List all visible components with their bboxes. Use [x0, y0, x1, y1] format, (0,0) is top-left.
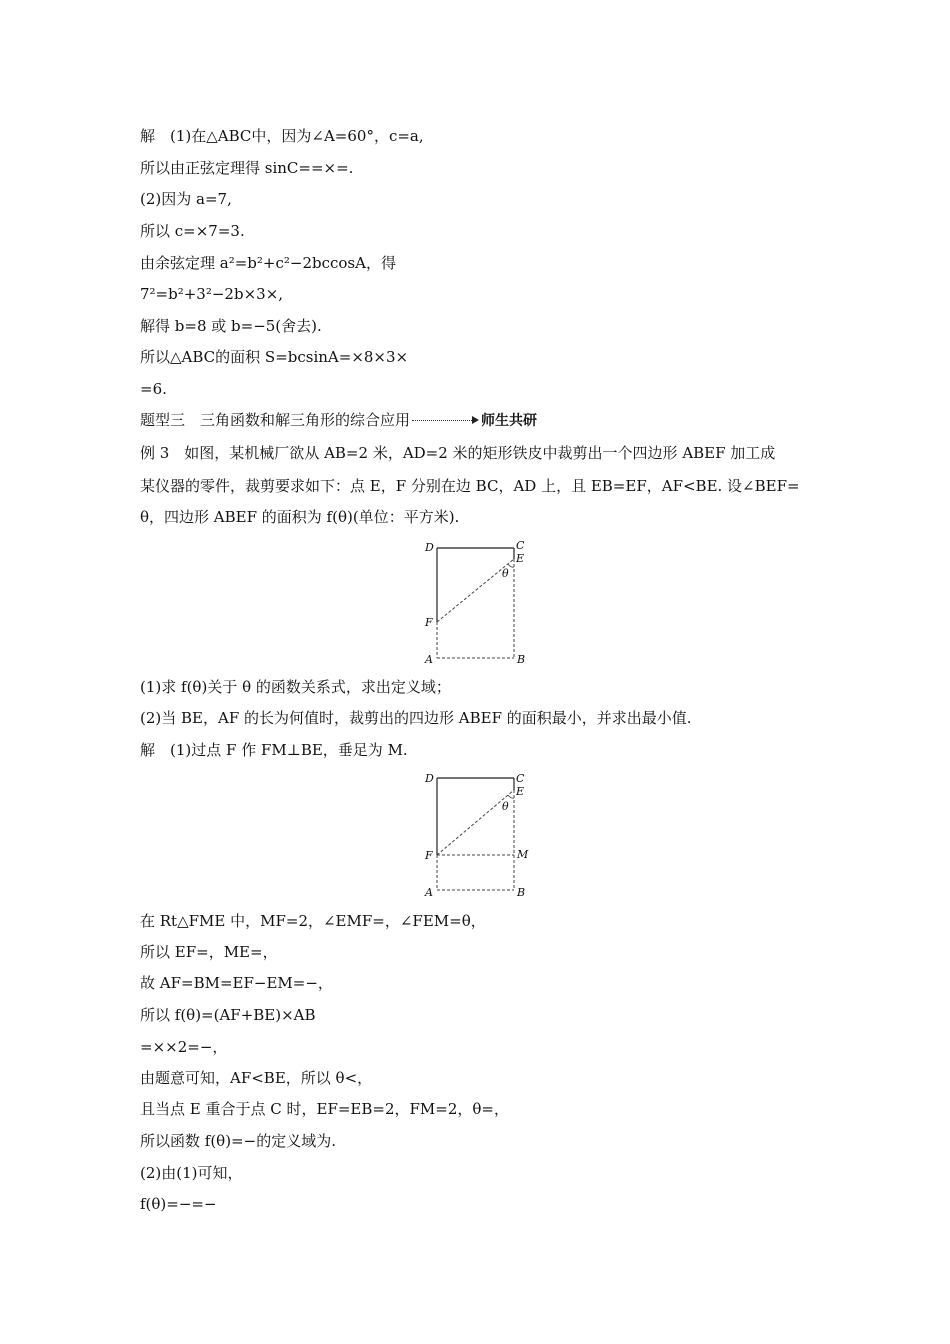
label-E: E	[516, 785, 525, 798]
label-theta: θ	[502, 800, 509, 813]
label-F: F	[425, 849, 433, 862]
label-A: A	[425, 886, 433, 899]
solution2-line-3: 故 AF=BM=EF−EM=−，	[140, 974, 333, 992]
figure-2	[418, 770, 533, 906]
question-2: (2)当 BE，AF 的长为何值时，裁剪出的四边形 ABEF 的面积最小，并求出最小值.	[140, 709, 692, 727]
solution1-line-8: 所以△ABC的面积 S=bcsinA=×8×3×	[140, 348, 409, 366]
label-theta: θ	[502, 567, 509, 580]
example-line-3: θ，四边形 ABEF 的面积为 f(θ)(单位：平方米).	[140, 508, 460, 526]
label-D: D	[425, 772, 434, 785]
solution1-line-7: 解得 b=8 或 b=−5(舍去).	[140, 317, 322, 335]
label-E: E	[516, 552, 525, 565]
label-M: M	[517, 848, 529, 861]
solution1-line-3: (2)因为 a=7,	[140, 190, 232, 208]
section-heading	[140, 410, 537, 430]
figure-2-diagram	[418, 770, 533, 902]
solution2-line-7: 且当点 E 重合于点 C 时，EF=EB=2，FM=2，θ=，	[140, 1100, 509, 1118]
section-tag: 师生共研	[481, 413, 538, 429]
figure-1	[418, 537, 533, 673]
solution2-line-9: (2)由(1)可知，	[140, 1164, 243, 1182]
question-1: (1)求 f(θ)关于 θ 的函数关系式，求出定义域；	[140, 678, 451, 696]
figure-1-diagram	[418, 537, 533, 669]
solution1-line-2: 所以由正弦定理得 sinC==×=.	[140, 159, 354, 177]
label-B: B	[517, 886, 526, 899]
leader-dots	[412, 420, 472, 421]
solution2-line-10: f(θ)=−=−	[140, 1195, 217, 1213]
solution2-line-1: 在 Rt△FME 中，MF=2，∠EMF=，∠FEM=θ，	[140, 912, 486, 930]
label-A: A	[425, 653, 433, 666]
solution1-line-5: 由余弦定理 a²=b²+c²−2bccosA，得	[140, 254, 396, 272]
solution2-line-4: 所以 f(θ)=(AF+BE)×AB	[140, 1006, 316, 1024]
arrow-icon	[472, 416, 479, 424]
section-title: 题型三 三角函数和解三角形的综合应用	[140, 411, 411, 429]
solution1-line-6: 7²=b²+3²−2b×3×,	[140, 285, 284, 303]
label-B: B	[517, 653, 526, 666]
label-F: F	[425, 616, 433, 629]
solution2-line-5: =××2=−，	[140, 1038, 228, 1056]
label-D: D	[425, 541, 434, 554]
solution1-line-4: 所以 c=×7=3.	[140, 222, 245, 240]
solution2-line-8: 所以函数 f(θ)=−的定义域为.	[140, 1132, 336, 1150]
example-line-1: 例 3 如图，某机械厂欲从 AB=2 米，AD=2 米的矩形铁皮中裁剪出一个四边形 ABEF 加工成	[140, 444, 776, 462]
solution2-intro: 解 (1)过点 F 作 FM⊥BE，垂足为 M.	[140, 741, 408, 759]
solution1-line-1: 解 (1)在△ABC中，因为∠A=60°，c=a,	[140, 127, 424, 145]
angle-arc	[508, 795, 514, 798]
example-line-2: 某仪器的零件，裁剪要求如下：点 E，F 分别在边 BC，AD 上，且 EB=EF，AF<BE. 设∠BEF=	[140, 477, 800, 495]
solution2-line-6: 由题意可知，AF<BE，所以 θ<，	[140, 1069, 373, 1087]
label-C: C	[516, 772, 525, 785]
label-C: C	[516, 539, 525, 552]
solution1-line-9: =6.	[140, 380, 167, 398]
angle-arc	[508, 564, 514, 567]
solution2-line-2: 所以 EF=，ME=，	[140, 943, 278, 961]
